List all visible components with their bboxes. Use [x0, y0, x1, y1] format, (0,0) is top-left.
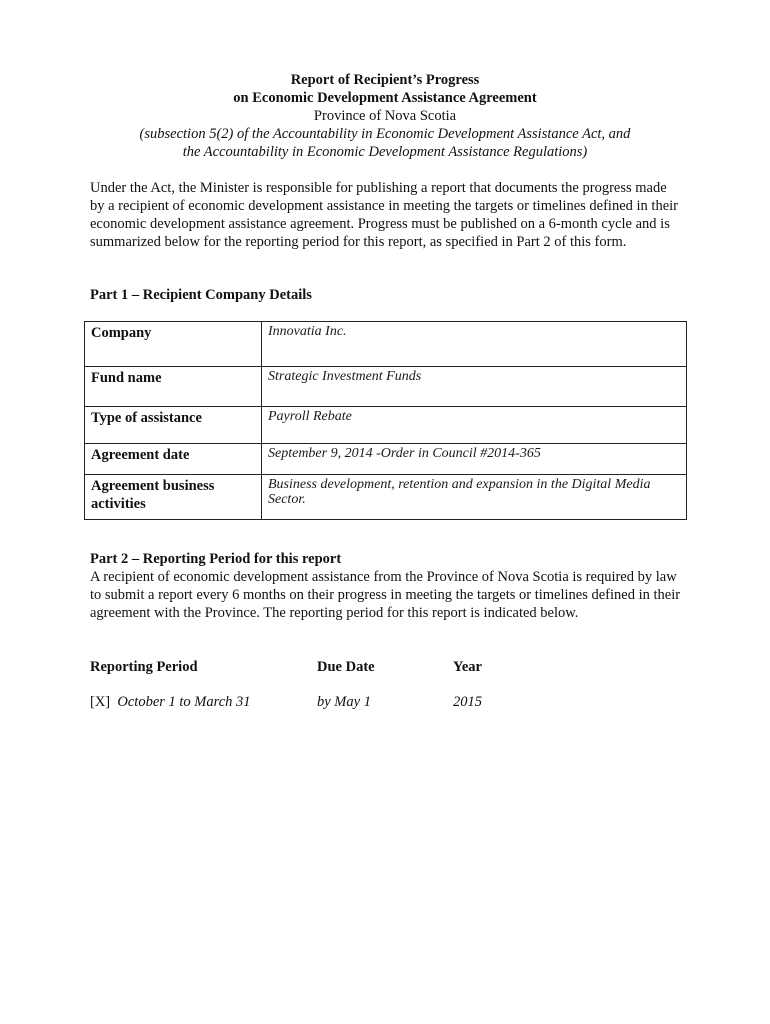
report-title-line1: Report of Recipient’s Progress — [290, 72, 480, 88]
row-label-assistance-type: Type of assistance — [85, 407, 262, 444]
part1-heading: Part 1 – Recipient Company Details — [90, 287, 312, 303]
row-label-business-activities: Agreement business activities — [85, 475, 262, 520]
row-value-fund-name: Strategic Investment Funds — [262, 367, 687, 407]
intro-paragraph: Under the Act, the Minister is responsible for publishing a report that documents the progress made by a recipient of economic development assistance in meeting the targets or timelines defined in their economic development assistance agreement. Progress must be published on a 6-month cycle and is summarized below for the reporting period for this report, as specified in Part 2 of this form. — [90, 180, 679, 250]
table-row — [85, 322, 687, 367]
table-row — [85, 475, 687, 520]
row-value-business-activities: Business development, retention and expansion in the Digital Media Sector. — [262, 475, 687, 520]
row-value-company: Innovatia Inc. — [262, 322, 687, 367]
table-row — [85, 444, 687, 475]
column-header-year: Year — [453, 659, 482, 675]
part2-heading: Part 2 – Reporting Period for this report — [90, 551, 342, 567]
table-row — [85, 367, 687, 407]
period-checkbox: [X] — [90, 694, 111, 710]
row-label-fund-name: Fund name — [85, 367, 262, 407]
reporting-period-cell — [90, 693, 251, 711]
row-value-assistance-type: Payroll Rebate — [262, 407, 687, 444]
column-header-period: Reporting Period — [90, 659, 198, 675]
column-header-due-date: Due Date — [317, 659, 375, 675]
table-row — [85, 407, 687, 444]
row-label-agreement-date: Agreement date — [85, 444, 262, 475]
subsection-line2: the Accountability in Economic Development Assistance Regulations) — [182, 144, 588, 160]
due-date-value: by May 1 — [317, 694, 371, 710]
part2-section — [90, 550, 682, 622]
row-label-company: Company — [85, 322, 262, 367]
row-value-agreement-date: September 9, 2014 -Order in Council #2014-365 — [262, 444, 687, 475]
part2-paragraph: A recipient of economic development assistance from the Province of Nova Scotia is required by law to submit a report every 6 months on their progress in meeting the targets or timelines defined in their agreement with the Province. The reporting period for this report is indicated below. — [90, 569, 681, 621]
year-value: 2015 — [453, 694, 482, 710]
subsection-line1: (subsection 5(2) of the Accountability in Economic Development Assistance Act, and — [139, 126, 631, 142]
report-title-line2: on Economic Development Assistance Agreement — [233, 90, 537, 106]
recipient-details-table — [84, 321, 687, 520]
province-name: Province of Nova Scotia — [313, 108, 457, 124]
report-header — [0, 71, 770, 161]
period-value: October 1 to March 31 — [117, 694, 251, 710]
